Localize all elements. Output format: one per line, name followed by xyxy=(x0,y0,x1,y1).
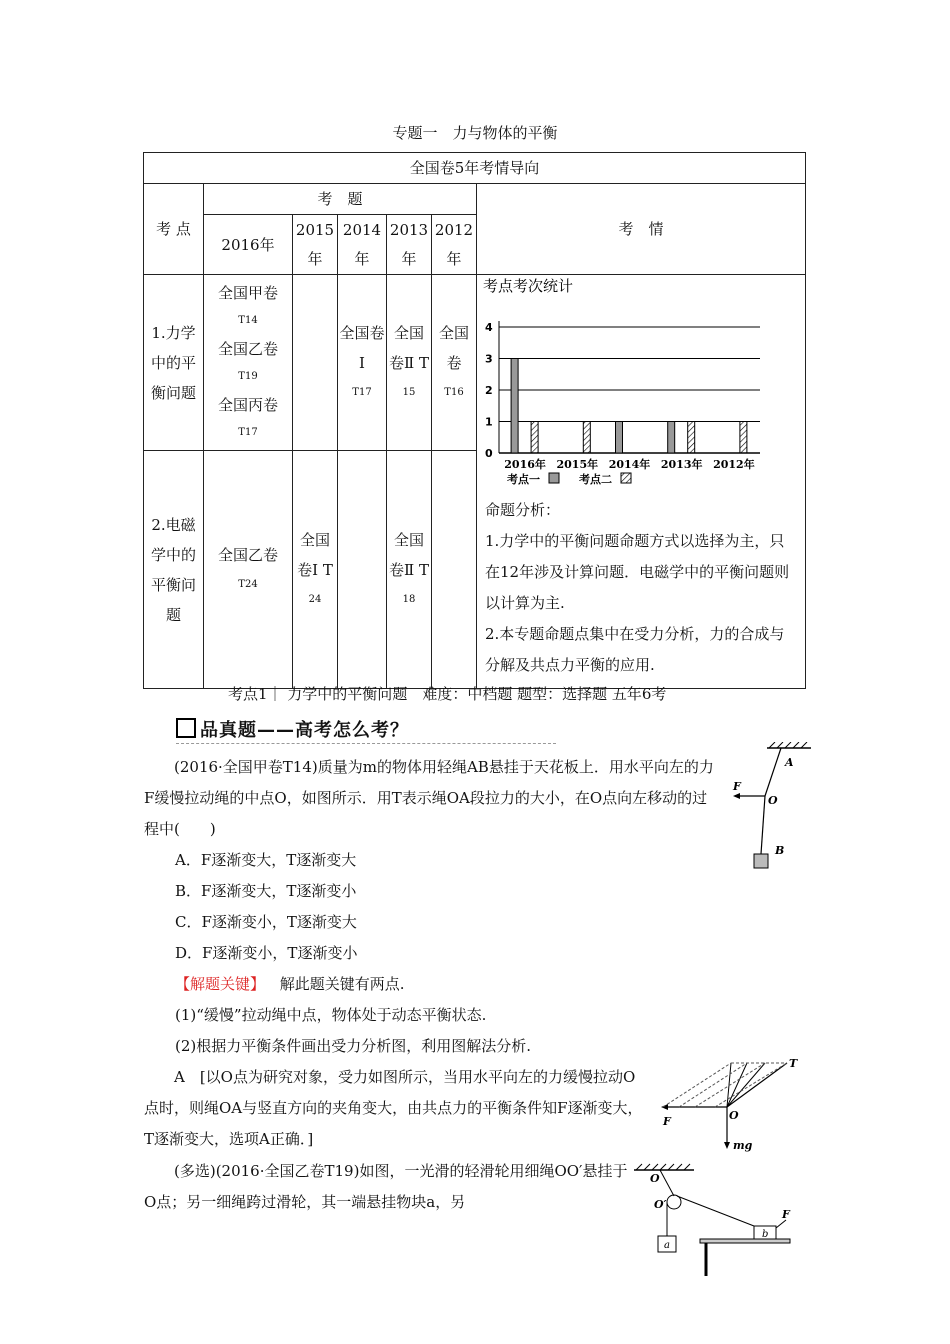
cell-2016-1a: 全国甲卷 xyxy=(217,283,278,302)
dashed-lines xyxy=(663,1063,787,1107)
cell-sub: 15 xyxy=(402,386,416,398)
cell-2014-1: 全国卷Ⅰ xyxy=(339,323,385,372)
y-tick-label: 0 xyxy=(485,447,493,460)
cell-2013-2: 全国卷Ⅱ T xyxy=(389,530,429,579)
cell-2015-1 xyxy=(293,275,338,451)
q1-option-b[interactable]: B．F逐渐变大，T逐渐变小 xyxy=(175,882,357,900)
label-f: F xyxy=(663,1115,671,1128)
cell-2016-2: 全国乙卷 xyxy=(217,545,278,564)
q1-stem: (2016·全国甲卷T14)质量为m的物体用轻绳AB悬挂于天花板上．用水平向左的力F缓慢拉动绳的中点O，如图所示．用T表示绳OA段拉力的大小，在O点向左移动的过程中( ) xyxy=(144,758,714,838)
figure-force xyxy=(655,1055,800,1155)
label-a: a xyxy=(664,1240,670,1251)
head-kaoti: 考 题 xyxy=(204,184,477,215)
force-f xyxy=(776,1220,786,1228)
checkbox-icon xyxy=(176,718,196,738)
label-f: F xyxy=(733,780,741,793)
legend-label: 考点一 xyxy=(507,473,540,486)
year-2016: 2016年 xyxy=(204,215,293,275)
x-tick-label: 2015年 xyxy=(556,458,599,471)
y-tick-label: 3 xyxy=(485,352,493,366)
label-f: F xyxy=(782,1208,790,1221)
x-tick-label: 2014年 xyxy=(608,458,651,471)
bar-1 xyxy=(616,422,623,454)
year-2015: 2015年 xyxy=(293,215,338,275)
x-tick-label: 2013年 xyxy=(660,458,703,471)
analysis-title: 命题分析： xyxy=(485,501,561,519)
y-tick-label: 2 xyxy=(485,384,493,397)
exam-table xyxy=(143,152,806,689)
chart-title: 考点考次统计 xyxy=(483,277,574,295)
arrowhead xyxy=(724,1142,730,1149)
key-1: (1)“缓慢”拉动绳中点，物体处于动态平衡状态. xyxy=(175,1006,487,1024)
cell-sub: T17 xyxy=(238,426,258,438)
label-mg: mg xyxy=(733,1139,753,1152)
bar-2 xyxy=(740,422,747,454)
label-o: O xyxy=(650,1172,660,1185)
x-tick-label: 2016年 xyxy=(504,458,546,471)
rope-oo xyxy=(660,1170,674,1196)
cell-2014-2 xyxy=(338,451,387,689)
legend-label: 考点二 xyxy=(579,473,612,486)
cell-sub: T14 xyxy=(238,314,258,326)
topic-1: 1.力学中的平衡问题 xyxy=(144,275,204,451)
ceiling-hatch xyxy=(769,742,807,748)
bar-2 xyxy=(583,422,590,454)
cell-sub: T17 xyxy=(352,386,372,398)
q1-option-a[interactable]: A．F逐渐变大，T逐渐变大 xyxy=(175,851,357,869)
block-b xyxy=(754,854,768,868)
year-2014: 2014年 xyxy=(338,215,387,275)
legend-swatch xyxy=(549,473,559,483)
label-a: A xyxy=(785,756,794,769)
cell-sub: 18 xyxy=(402,593,416,605)
rope-oa xyxy=(765,748,781,796)
figure-pulley xyxy=(630,1160,795,1280)
year-2013: 2013年 xyxy=(387,215,432,275)
y-tick-label: 4 xyxy=(485,321,493,334)
label-o: O xyxy=(768,794,778,807)
cell-2015-2: 全国卷Ⅰ T xyxy=(297,530,333,579)
q1-option-d[interactable]: D．F逐渐变小，T逐渐变小 xyxy=(175,944,358,962)
head-kaoqing: 考 情 xyxy=(477,184,806,275)
key-label: 【解题关键】 xyxy=(175,975,266,993)
label-t: T xyxy=(789,1057,798,1070)
label-b: b xyxy=(762,1229,769,1240)
q1-answer: A [以O点为研究对象，受力如图所示，当用水平向左的力缓慢拉动O点时，则绳OA与竖直方向的夹角变大，由共点力的平衡条件知F逐渐变大，T逐渐变大，选项A正确．] xyxy=(144,1068,643,1148)
bar-1 xyxy=(668,422,675,454)
label-o-prime: O′ xyxy=(654,1198,667,1211)
legend-swatch xyxy=(621,473,631,483)
cell-sub: T19 xyxy=(238,370,258,382)
section-header xyxy=(176,716,409,742)
q2-stem: (多选)(2016·全国乙卷T19)如图，一光滑的轻滑轮用细绳OO′悬挂于O点；另一细绳跨过滑轮，其一端悬挂物块a，另 xyxy=(144,1162,628,1211)
rope-ob xyxy=(761,796,765,854)
cell-sub: 24 xyxy=(308,593,322,605)
cell-sub: T24 xyxy=(238,578,258,590)
ceiling-hatch xyxy=(636,1164,690,1170)
page-title: 专题一 力与物体的平衡 xyxy=(392,124,558,142)
label-o: O xyxy=(729,1109,739,1122)
bar-2 xyxy=(688,422,695,454)
key-text: 解此题关键有两点. xyxy=(279,975,405,993)
arrowhead xyxy=(733,793,740,799)
year-2012: 2012年 xyxy=(432,215,477,275)
section-header-text: 品真题——高考怎么考？ xyxy=(200,720,409,741)
cell-2013-1: 全国卷Ⅱ T xyxy=(389,323,429,372)
cell-2016-1b: 全国乙卷 xyxy=(217,339,278,358)
analysis-2: 2.本专题命题点集中在受力分析，力的合成与分解及共点力平衡的应用. xyxy=(485,625,785,674)
rope-b xyxy=(677,1196,754,1226)
table-top xyxy=(700,1239,790,1243)
bar-2 xyxy=(531,422,538,454)
head-kaodian: 考 点 xyxy=(144,184,204,275)
arrowhead xyxy=(661,1104,668,1110)
vector-t xyxy=(727,1063,787,1107)
y-tick-label: 1 xyxy=(485,415,493,429)
kaodian-line: 考点1｜ 力学中的平衡问题 难度：中档题 题型：选择题 五年6考 xyxy=(228,685,667,703)
cell-2012-1: 全国卷 xyxy=(438,323,469,372)
cell-sub: T16 xyxy=(444,386,464,398)
analysis-1: 1.力学中的平衡问题命题方式以选择为主，只在12年涉及计算问题．电磁学中的平衡问题则以计算为主. xyxy=(485,532,790,612)
topic-2: 2.电磁学中的平衡问题 xyxy=(144,451,204,689)
q1-option-c[interactable]: C．F逐渐变小，T逐渐变大 xyxy=(175,913,357,931)
divider xyxy=(176,743,556,744)
exam-bar-chart xyxy=(477,275,784,495)
figure-rope xyxy=(725,742,830,872)
x-tick-label: 2012年 xyxy=(713,458,755,471)
kaoqing-cell xyxy=(477,275,806,689)
key-2: (2)根据力平衡条件画出受力分析图，利用图解法分析. xyxy=(175,1037,532,1055)
vector-t3 xyxy=(727,1063,765,1107)
bar-1 xyxy=(511,359,518,454)
table-caption: 全国卷5年考情导向 xyxy=(144,153,806,184)
cell-2016-1c: 全国丙卷 xyxy=(217,395,278,414)
label-b: B xyxy=(775,844,785,857)
cell-2012-2 xyxy=(432,451,477,689)
